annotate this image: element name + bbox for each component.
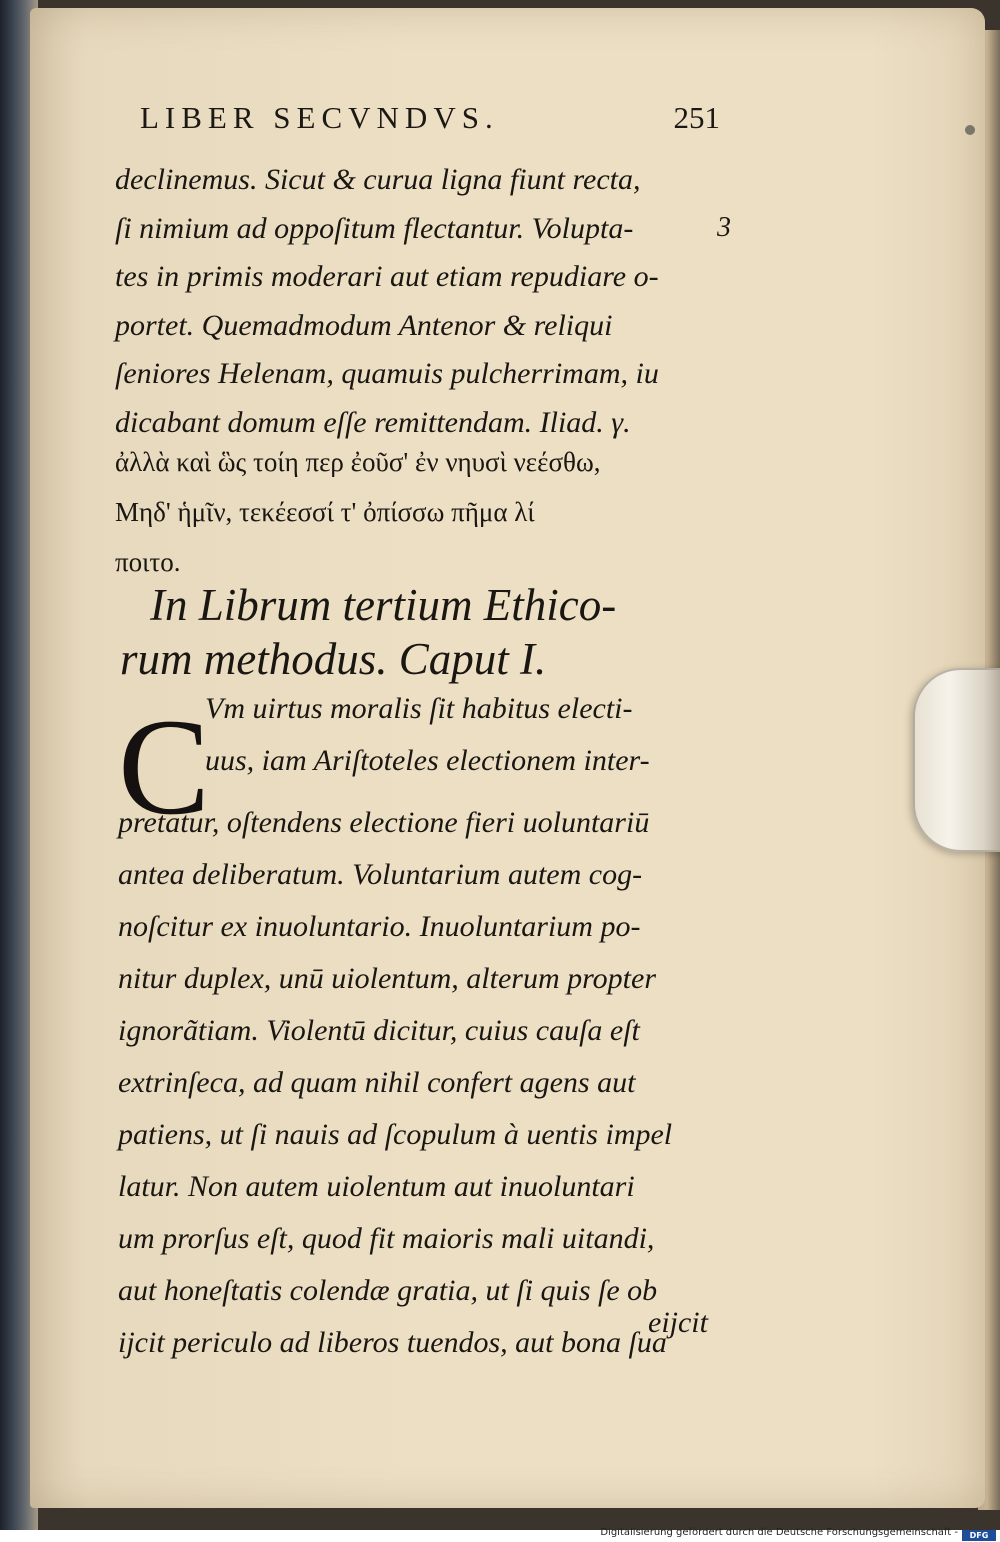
text-line: latur. Non autem uiolentum aut inuoluntari [118,1170,635,1203]
text-line: portet. Quemadmodum Antenor & reliqui [115,308,613,342]
text-line: aut honeſtatis colendæ gratia, ut ſi quis ſe ob [118,1274,658,1307]
drop-cap-lines [205,683,725,787]
text-line: ijcit periculo ad liberos tuendos, aut bona ſua [118,1326,667,1359]
greek-quotation [115,437,715,587]
heading-line: In Librum tertium Ethico- [150,580,617,630]
greek-line: ἀλλὰ καὶ ὣς τοίη περ ἐοῦσ' ἐν νηυσὶ νεέσθω, [115,447,601,477]
body-paragraph [118,797,718,1369]
running-title: LIBER SECVNDVS. [140,100,499,135]
greek-line: Μηδ' ἡμῖν, τεκέεσσί τ' ὀπίσσω πῆμα λί [115,497,535,527]
chapter-heading [120,578,720,686]
footer-bar [0,1527,1000,1542]
page-number: 251 [673,100,720,135]
text-line: um prorſus eſt, quod fit maioris mali uitandi, [118,1222,655,1255]
text-line: antea deliberatum. Voluntarium autem cog- [118,858,643,891]
text-line: nitur duplex, unū uiolentum, alterum propter [118,962,657,995]
text-line: tes in primis moderari aut etiam repudiare o- [115,260,659,293]
text-line: pretatur, oſtendens electione fieri uoluntariū [118,806,650,839]
margin-note: 3 [717,212,731,243]
text-line: Vm uirtus moralis ſit habitus electi- [205,692,633,725]
text-line: dicabant domum eſſe remittendam. Iliad. γ. [115,405,631,439]
text-line: uus, iam Ariſtoteles electionem inter- [205,744,650,777]
greek-line: ποιτο. [115,547,181,577]
heading-line: rum methodus. Caput I. [120,634,547,684]
catchword: eijcit [648,1306,708,1339]
text-line: declinemus. Sicut & curua ligna fiunt recta, [115,163,641,196]
funding-credit: Digitalisierung gefördert durch die Deutsche Forschungsgemeinschaft - [600,1527,958,1538]
drop-cap-initial: C [118,690,211,843]
text-line: patiens, ut ſi nauis ad ſcopulum à uentis impel [118,1118,673,1151]
dfg-logo-icon: DFG [962,1530,996,1541]
text-line: ſeniores Helenam, quamuis pulcherrimam, iu [115,357,659,390]
text-line: extrinſeca, ad quam nihil confert agens aut [118,1066,636,1099]
text-line: ſi nimium ad oppoſitum flectantur. Volupta- [115,211,634,245]
header-ornament-dot [965,125,975,135]
text-line: noſcitur ex inuoluntario. Inuoluntarium po- [118,910,641,943]
text-line: ignorãtiam. Violentū dicitur, cuius cauſa eſt [118,1014,640,1047]
page-clip [913,668,1000,852]
top-paragraph [115,156,715,447]
page-header [140,100,720,140]
